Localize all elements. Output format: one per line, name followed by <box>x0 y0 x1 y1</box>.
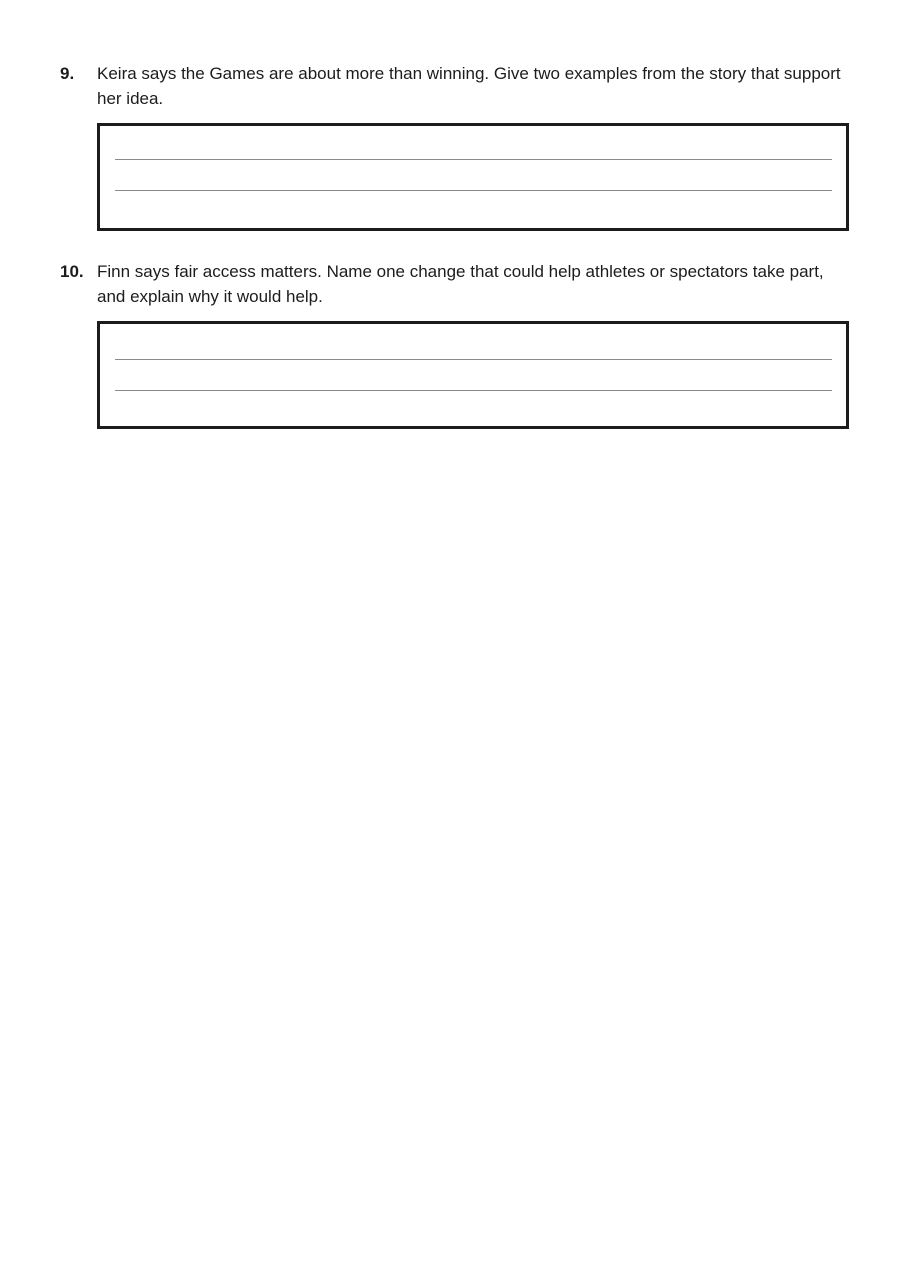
answer-box-10[interactable] <box>97 321 849 429</box>
answer-line <box>115 390 832 391</box>
answer-line <box>115 159 832 160</box>
answer-line <box>115 359 832 360</box>
answer-box-9[interactable] <box>97 123 849 231</box>
question-number: 10. <box>60 262 84 281</box>
question-prompt: Finn says fair access matters. Name one change that could help athletes or spectators take part, and explain why it would help. <box>97 262 824 306</box>
question-number: 9. <box>60 64 75 83</box>
question-prompt: Keira says the Games are about more than winning. Give two examples from the story that support her idea. <box>97 64 841 108</box>
answer-line <box>115 190 832 191</box>
